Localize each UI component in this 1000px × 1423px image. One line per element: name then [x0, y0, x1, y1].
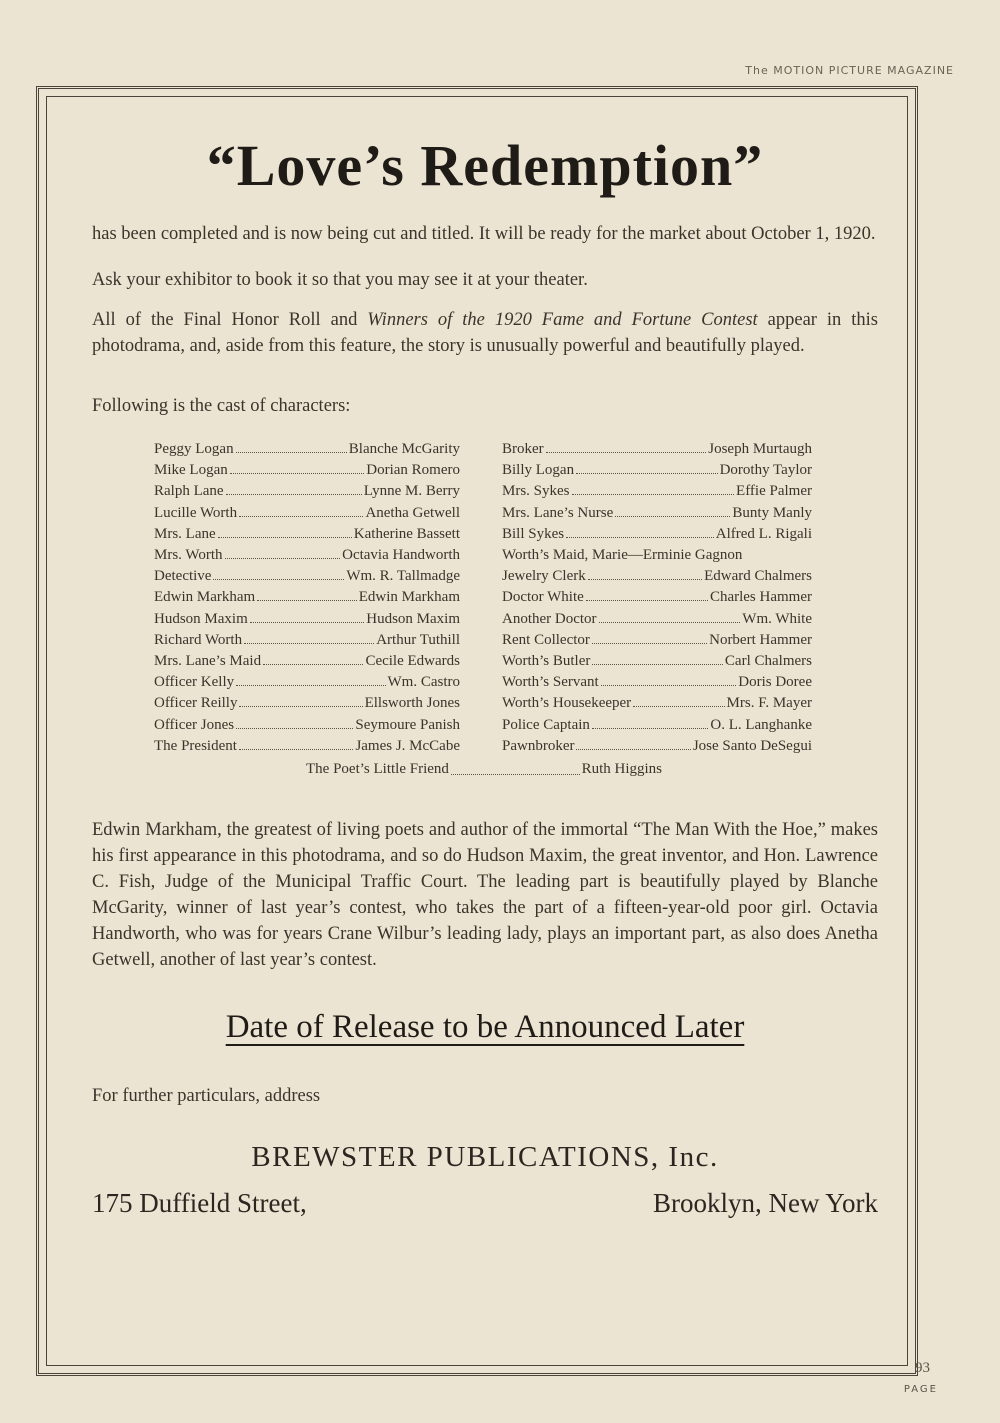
honor-roll-text-b: appear in this photodrama, and, aside from this feature, the story is unusually powerful and beautifully played.	[92, 310, 878, 356]
page-label: PAGE	[903, 1384, 938, 1395]
cast-role: Hudson Maxim	[154, 610, 248, 627]
cast-row	[502, 524, 812, 545]
dot-leader	[592, 643, 707, 644]
cast-list	[154, 439, 812, 757]
cast-row	[154, 481, 460, 502]
cast-role: Ralph Lane	[154, 483, 224, 500]
cast-actor: Jose Santo DeSegui	[692, 737, 812, 754]
cast-column-left	[154, 439, 460, 757]
cast-actor: Hudson Maxim	[366, 610, 460, 627]
cast-row	[154, 503, 460, 524]
cast-actor: Seymoure Panish	[355, 716, 460, 733]
cast-role: Broker	[502, 441, 544, 457]
cast-role: Worth’s Servant	[502, 674, 599, 691]
cast-actor: Ruth Higgins	[581, 761, 662, 778]
dot-leader	[226, 494, 362, 495]
release-heading: Date of Release to be Announced Later	[225, 1009, 745, 1046]
cast-row	[502, 672, 812, 693]
cast-role: Officer Jones	[154, 716, 235, 733]
cast-row	[154, 439, 460, 460]
cast-intro: Following is the cast of characters:	[92, 396, 351, 416]
cast-row	[502, 481, 812, 502]
dot-leader	[218, 537, 352, 538]
cast-role: Police Captain	[502, 716, 590, 733]
cast-actor: Bunty Manly	[732, 504, 812, 521]
dot-leader	[263, 664, 363, 665]
cast-actor: Effie Palmer	[736, 483, 812, 500]
cast-role: Edwin Markham	[154, 589, 256, 606]
cast-role: Bill Sykes	[502, 525, 565, 542]
cast-separator: —	[627, 547, 643, 564]
dot-leader	[236, 728, 353, 729]
cast-role: Mrs. Sykes	[502, 483, 570, 500]
cast-actor: Octavia Handworth	[342, 547, 460, 564]
cast-row	[502, 545, 812, 566]
cast-role: The President	[154, 737, 237, 754]
cast-row	[154, 609, 460, 630]
completion-paragraph: has been completed and is now being cut and titled. It will be ready for the market about October 1, 1920.	[92, 224, 876, 244]
dot-leader	[546, 452, 707, 453]
dot-leader	[239, 749, 354, 750]
cast-actor: Wm. Castro	[387, 674, 460, 691]
honor-roll-text-a: All of the Final Honor Roll and	[92, 310, 368, 330]
cast-actor: Erminie Gagnon	[642, 547, 743, 564]
cast-actor: Dorothy Taylor	[719, 462, 812, 479]
cast-actor: O. L. Langhanke	[710, 716, 812, 733]
cast-row	[154, 545, 460, 566]
cast-actor: Dorian Romero	[366, 462, 460, 479]
dot-leader	[244, 643, 374, 644]
cast-row	[502, 693, 812, 714]
dot-leader	[236, 685, 385, 686]
cast-role: Peggy Logan	[154, 441, 234, 457]
publisher-address	[92, 1188, 878, 1219]
magazine-masthead: The MOTION PICTURE MAGAZINE	[745, 64, 954, 77]
cast-role: Lucille Worth	[154, 504, 238, 521]
dot-leader	[213, 579, 344, 580]
cast-actor: Mrs. F. Mayer	[726, 695, 812, 712]
cast-role: Mrs. Lane’s Nurse	[502, 504, 614, 521]
cast-actor: Edward Chalmers	[704, 568, 812, 585]
cast-row	[154, 460, 460, 481]
dot-leader	[239, 706, 362, 707]
dot-leader	[615, 516, 730, 517]
cast-row	[502, 630, 812, 651]
cast-role: Mrs. Worth	[154, 547, 223, 564]
dot-leader	[592, 664, 723, 665]
cast-actor: Carl Chalmers	[724, 653, 812, 670]
cast-row	[502, 587, 812, 608]
advertisement-content	[92, 120, 878, 1219]
cast-row	[154, 693, 460, 714]
cast-row	[154, 715, 460, 736]
cast-actor: James J. McCabe	[355, 737, 460, 754]
cast-role: The Poet’s Little Friend	[306, 761, 449, 778]
contest-name: Winners of the 1920 Fame and Fortune Contest	[367, 310, 758, 330]
cast-role: Billy Logan	[502, 462, 575, 479]
cast-actor: Alfred L. Rigali	[715, 525, 812, 542]
address-intro: For further particulars, address	[92, 1086, 321, 1107]
cast-role: Richard Worth	[154, 631, 243, 648]
dot-leader	[566, 537, 714, 538]
cast-row	[154, 630, 460, 651]
cast-actor: Ellsworth Jones	[364, 695, 460, 712]
dot-leader	[250, 622, 365, 623]
dot-leader	[230, 473, 365, 474]
dot-leader	[239, 516, 363, 517]
film-title: “Love’s Redemption”	[206, 133, 764, 198]
cast-actor: Joseph Murtaugh	[708, 441, 812, 457]
cast-actor: Katherine Bassett	[353, 525, 460, 542]
dot-leader	[592, 728, 708, 729]
dot-leader	[451, 759, 580, 775]
exhibitor-paragraph: Ask your exhibitor to book it so that you may see it at your theater.	[92, 270, 588, 290]
cast-row	[154, 736, 460, 757]
cast-actor: Norbert Hammer	[709, 631, 812, 648]
cast-role: Mike Logan	[154, 462, 228, 479]
city-address: Brooklyn, New York	[652, 1188, 878, 1219]
dot-leader	[633, 706, 724, 707]
cast-row	[502, 439, 812, 460]
cast-row	[502, 715, 812, 736]
cast-role: Jewelry Clerk	[502, 568, 586, 585]
cast-role: Detective	[154, 568, 212, 585]
cast-row	[502, 609, 812, 630]
cast-actor: Arthur Tuthill	[376, 631, 460, 648]
cast-actor: Wm. White	[742, 610, 812, 627]
cast-row	[154, 651, 460, 672]
dot-leader	[257, 600, 357, 601]
cast-role: Worth’s Butler	[502, 653, 591, 670]
cast-row	[154, 587, 460, 608]
cast-role: Doctor White	[502, 589, 584, 606]
honor-roll-paragraph	[92, 307, 878, 359]
dot-leader	[601, 685, 737, 686]
cast-role: Worth’s Maid, Marie	[502, 547, 628, 564]
cast-actor: Wm. R. Tallmadge	[346, 568, 460, 585]
cast-role: Officer Kelly	[154, 674, 235, 691]
cast-role: Mrs. Lane	[154, 525, 216, 542]
cast-row	[502, 503, 812, 524]
cast-role: Mrs. Lane’s Maid	[154, 653, 262, 670]
cast-row	[154, 672, 460, 693]
cast-column-right	[502, 439, 812, 757]
dot-leader	[236, 452, 347, 453]
cast-actor: Edwin Markham	[358, 589, 460, 606]
cast-actor: Doris Doree	[738, 674, 812, 691]
dot-leader	[586, 600, 708, 601]
dot-leader	[599, 622, 741, 623]
cast-role: Pawnbroker	[502, 737, 575, 754]
cast-actor: Lynne M. Berry	[363, 483, 460, 500]
dot-leader	[588, 579, 702, 580]
cast-actor: Cecile Edwards	[365, 653, 460, 670]
cast-row	[502, 651, 812, 672]
page-number: 93	[915, 1360, 930, 1376]
notable-cast-paragraph: Edwin Markham, the greatest of living poets and author of the immortal “The Man With the Hoe,” makes his first appearance in this photodrama, and so do Hudson Maxim, the great inventor, and Hon. Lawrence C. Fish, Judge of the Municipal Traffic Court. The leading part is beautifully played by Blanche McGarity, winner of last year’s contest, who takes the part of a fifteen-year-old poor girl. Octavia Handworth, who was for years Crane Wilbur’s leading lady, plays an important part, as also does Anetha Getwell, another of last year’s contest.	[92, 820, 878, 971]
cast-actor: Charles Hammer	[709, 589, 812, 606]
cast-row	[502, 736, 812, 757]
cast-row	[154, 566, 460, 587]
cast-row	[502, 566, 812, 587]
street-address: 175 Duffield Street,	[92, 1188, 307, 1219]
cast-role: Rent Collector	[502, 631, 590, 648]
cast-role: Another Doctor	[502, 610, 597, 627]
cast-row	[154, 524, 460, 545]
dot-leader	[225, 558, 341, 559]
cast-actor: Anetha Getwell	[365, 504, 460, 521]
cast-role: Worth’s Housekeeper	[502, 695, 632, 712]
cast-actor: Blanche McGarity	[348, 441, 460, 457]
cast-row	[502, 460, 812, 481]
dot-leader	[572, 494, 735, 495]
cast-role: Officer Reilly	[154, 695, 238, 712]
cast-row-final	[306, 759, 662, 779]
dot-leader	[576, 749, 690, 750]
publisher-name: BREWSTER PUBLICATIONS, Inc.	[251, 1141, 719, 1174]
dot-leader	[576, 473, 718, 474]
